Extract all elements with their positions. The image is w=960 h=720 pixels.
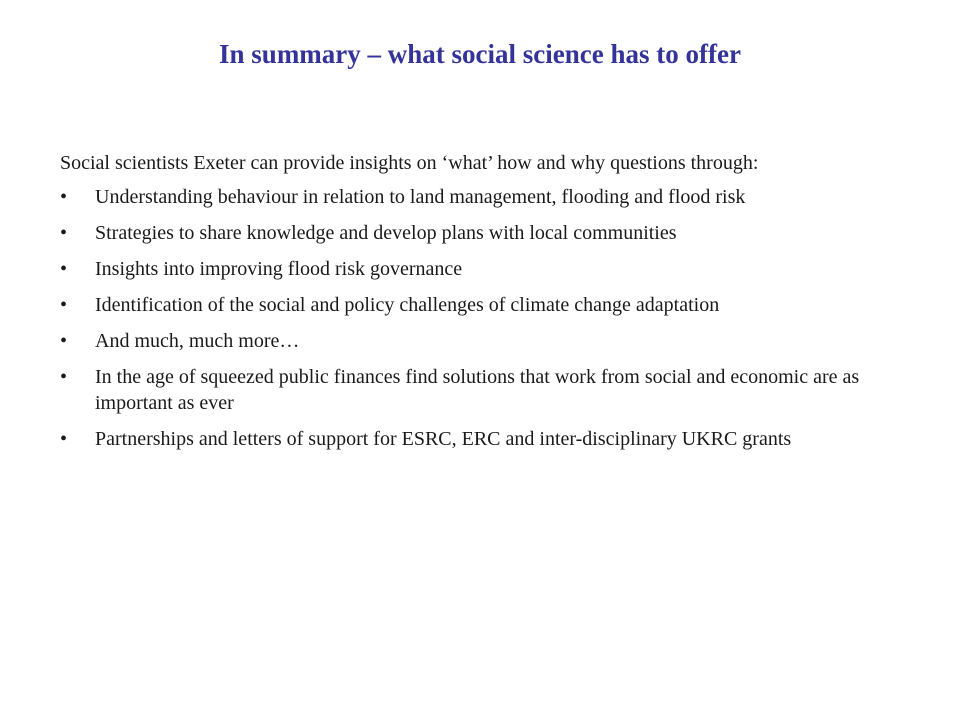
slide-body [60,150,910,462]
bullet-item [60,426,910,452]
bullet-icon: • [60,222,68,244]
bullet-item [60,364,910,416]
bullet-icon: • [60,428,68,450]
bullet-text: Insights into improving flood risk governance [95,258,463,280]
bullet-list [60,184,910,452]
intro-text: Social scientists Exeter can provide insights on ‘what’ how and why questions through: [60,152,759,174]
bullet-icon: • [60,258,68,280]
bullet-icon: • [60,294,68,316]
bullet-text: Identification of the social and policy challenges of climate change adaptation [95,294,720,316]
bullet-text: Strategies to share knowledge and develop plans with local communities [95,222,677,244]
slide-title: In summary – what social science has to offer [219,39,741,69]
bullet-item [60,184,910,210]
bullet-text: And much, much more… [95,330,300,352]
bullet-text: In the age of squeezed public finances find solutions that work from social and economic are as important as ever [95,366,860,414]
bullet-icon: • [60,330,68,352]
bullet-item [60,292,910,318]
bullet-icon: • [60,186,68,208]
bullet-item [60,256,910,282]
bullet-icon: • [60,366,68,388]
bullet-text: Understanding behaviour in relation to land management, flooding and flood risk [95,186,746,208]
bullet-text: Partnerships and letters of support for ESRC, ERC and inter-disciplinary UKRC grants [95,428,792,450]
bullet-item [60,220,910,246]
bullet-item [60,328,910,354]
